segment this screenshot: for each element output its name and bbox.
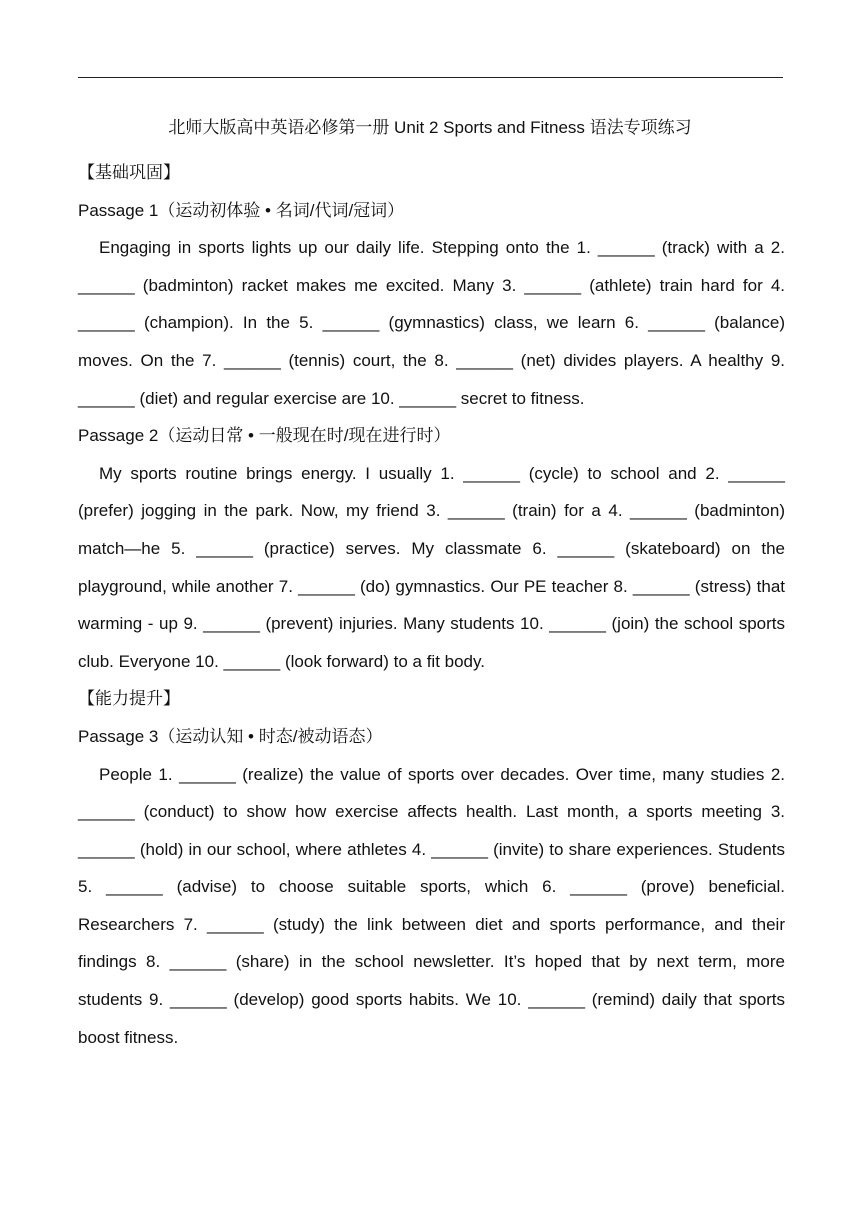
document-body: [78, 154, 785, 1056]
passage-2-text: My sports routine brings energy. I usually 1. ______ (cycle) to school and 2. ______ (prefer) jogging in the park. Now, my friend 3. ______ (train) for a 4. ______ (badminton) match—he 5. ______ (practice) serves. My classmate 6. ______ (skateboard) on the playground, while another 7. ______ (do) gymnastics. Our PE teacher 8. ______ (stress) that warming - up 9. ______ (prevent) injuries. Many students 10. ______ (join) the school sports club. Everyone 10. ______ (look forward) to a fit body.: [78, 463, 785, 671]
passage-2-heading: Passage 2（运动日常 • 一般现在时/现在进行时）: [78, 426, 451, 446]
passage-1-heading: Passage 1（运动初体验 • 名词/代词/冠词）: [78, 200, 405, 220]
passage-3-text: People 1. ______ (realize) the value of sports over decades. Over time, many studies 2. ______ (conduct) to show how exercise affects health. Last month, a sports meeting 3. ______ (hold) in our school, where athletes 4. ______ (invite) to share experiences. Students 5. ______ (advise) to choose suitable sports, which 6. ______ (prove) beneficial. Researchers 7. ______ (study) the link between diet and sports performance, and their findings 8. ______ (share) in the school newsletter. It’s hoped that by next term, more students 9. ______ (develop) good sports habits. We 10. ______ (remind) daily that sports boost fitness.: [78, 764, 785, 1047]
header-rule: [78, 77, 783, 78]
section-heading-advanced: 【能力提升】: [78, 689, 180, 709]
section-heading-basic: 【基础巩固】: [78, 163, 180, 182]
passage-3-heading: Passage 3（运动认知 • 时态/被动语态）: [78, 726, 383, 746]
document-title: 北师大版高中英语必修第一册 Unit 2 Sports and Fitness 语法专项练习: [168, 118, 692, 137]
passage-1-text: Engaging in sports lights up our daily life. Stepping onto the 1. ______ (track) with a 2. ______ (badminton) racket makes me excited. Many 3. ______ (athlete) train hard for 4. ______ (champion). In the 5. ______ (gymnastics) class, we learn 6. ______ (balance) moves. On the 7. ______ (tennis) court, the 8. ______ (net) divides players. A healthy 9. ______ (diet) and regular exercise are 10. ______ secret to fitness.: [78, 238, 785, 408]
